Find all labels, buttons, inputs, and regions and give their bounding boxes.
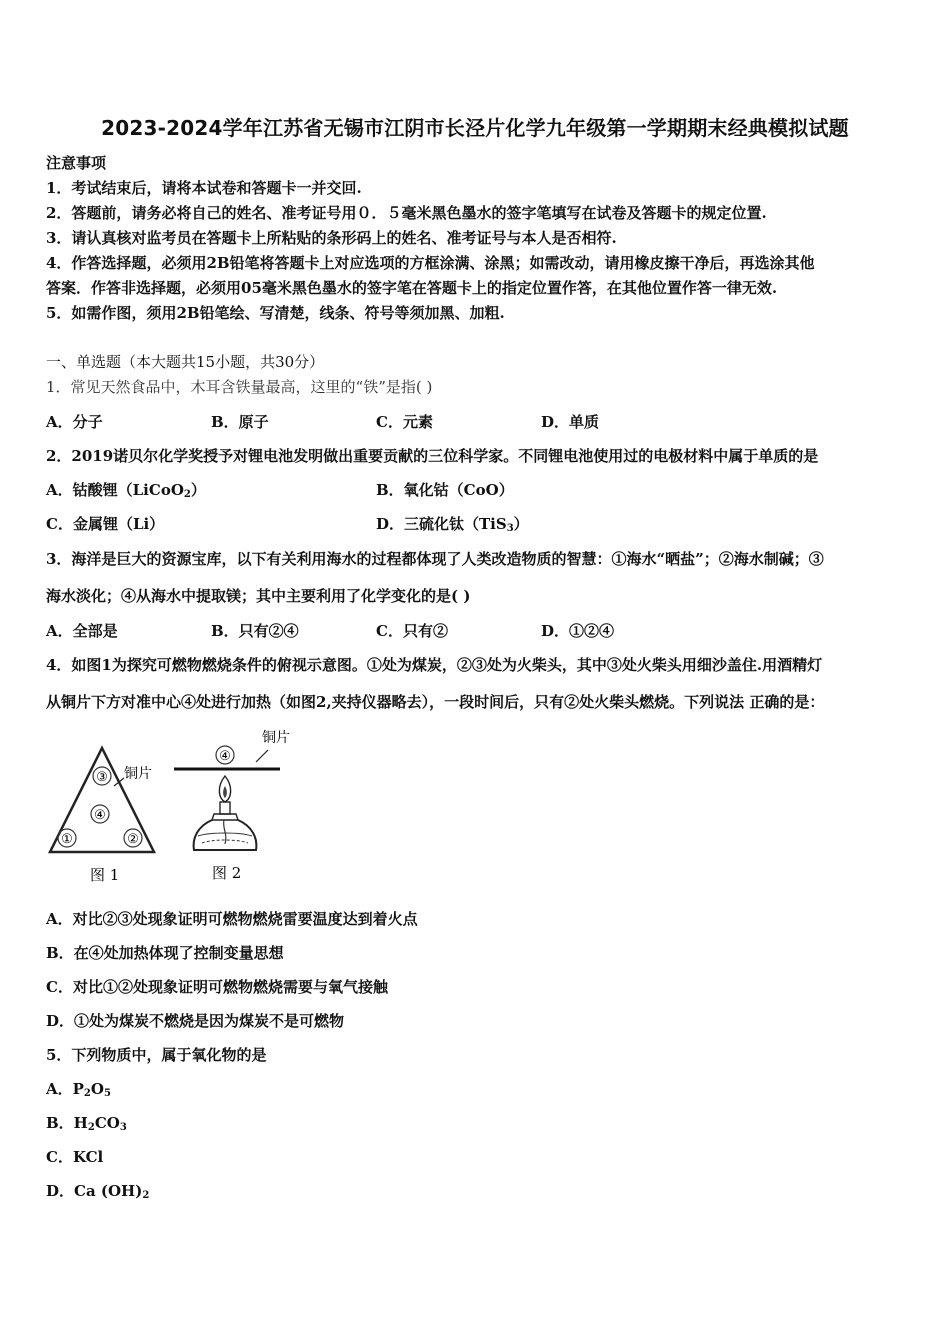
section-heading: 一、单选题（本大题共15小题，共30分） <box>46 353 325 371</box>
question-3-stem: 3．海洋是巨大的资源宝库，以下有关利用海水的过程都体现了人类改造物质的智慧：①海水“晒盐”；②海水制碱；③ <box>46 550 824 568</box>
q4-option-a: A．对比②③处现象证明可燃物燃烧雷要温度达到着火点 <box>46 910 418 928</box>
q2-option-c: C．金属锂（Li） <box>46 515 165 533</box>
q1-option-d: D．单质 <box>541 413 600 431</box>
question-5-stem: 5．下列物质中，属于氧化物的是 <box>46 1046 267 1064</box>
mark-4: ④ <box>219 749 231 764</box>
mark-1: ① <box>61 832 73 847</box>
question-2-stem: 2．2019诺贝尔化学奖授予对锂电池发明做出重要贡献的三位科学家。不同锂电池使用过的电极材料中属于单质的是 <box>46 447 819 465</box>
mark-4: ④ <box>94 808 106 823</box>
mark-3: ③ <box>96 770 108 785</box>
lamp-wick <box>220 802 230 814</box>
q5-option-c: C．KCl <box>46 1148 104 1166</box>
figure-1-caption: 图 1 <box>90 866 120 884</box>
q5-option-a: A．$P_2O_5$ <box>46 1080 111 1099</box>
notice-item: 3．请认真核对监考员在答题卡上所粘贴的条形码上的姓名、准考证号与本人是否相符. <box>46 229 617 247</box>
question-4-stem-cont: 从铜片下方对准中心④处进行加热（如图2,夹持仪器略去），一段时间后，只有②处火柴头燃烧。下列说法 正确的是： <box>46 693 825 711</box>
q4-option-d: D．①处为煤炭不燃烧是因为煤炭不是可燃物 <box>46 1012 345 1030</box>
q4-option-b: B．在④处加热体现了控制变量思想 <box>46 944 284 962</box>
q5-option-b: B．$H_2CO_3$ <box>46 1114 127 1133</box>
q5-option-d: D．Ca $(OH)_2$ <box>46 1182 150 1201</box>
notice-item: 5．如需作图，须用2B铅笔绘、写清楚，线条、符号等须加黑、加粗. <box>46 304 505 322</box>
figure-2-heating-diagram <box>168 726 308 888</box>
question-4-stem: 4．如图1为探究可燃物燃烧条件的俯视示意图。①处为煤炭，②③处为火柴头，其中③处火柴头用细沙盖住.用酒精灯 <box>46 656 823 674</box>
q1-option-b: B．原子 <box>211 413 269 431</box>
q2-option-d: D．三硫化钛（TiS$_3$） <box>376 515 529 534</box>
page-title: 2023-2024学年江苏省无锡市江阴市长泾片化学九年级第一学期期末经典模拟试题 <box>101 116 849 140</box>
q3-option-c: C．只有② <box>376 622 448 640</box>
copper-label: 铜片 <box>262 730 290 746</box>
notice-item: 答案．作答非选择题，必须用05毫米黑色墨水的签字笔在答题卡上的指定位置作答，在其他位置作答一律无效. <box>46 279 778 297</box>
figure-2-caption: 图 2 <box>212 864 242 882</box>
q2-option-b: B．氧化钴（CoO） <box>376 481 514 499</box>
notice-item: 1．考试结束后，请将本试卷和答题卡一并交回. <box>46 179 362 197</box>
mark-2: ② <box>127 832 139 847</box>
q1-option-a: A．分子 <box>46 413 103 431</box>
q3-option-a: A．全部是 <box>46 622 118 640</box>
q3-option-d: D．①②④ <box>541 622 615 640</box>
q3-option-b: B．只有②④ <box>211 622 299 640</box>
notice-item: 2．答题前，请务必将自己的姓名、准考证号用０．５毫米黑色墨水的签字笔填写在试卷及答题卡的规定位置. <box>46 204 767 222</box>
notice-heading: 注意事项 <box>46 154 107 172</box>
notice-item: 4．作答选择题，必须用2B铅笔将答题卡上对应选项的方框涂满、涂黑；如需改动，请用橡皮擦干净后，再选涂其他 <box>46 254 815 272</box>
q2-option-a: A．钴酸锂（LiCoO$_2$） <box>46 481 206 500</box>
question-1-stem: 1．常见天然食品中，木耳含铁量最高，这里的“铁”是指( ) <box>46 378 433 396</box>
figure-1-triangle-diagram <box>44 740 164 888</box>
q1-option-c: C．元素 <box>376 413 433 431</box>
question-3-stem-cont: 海水淡化；④从海水中提取镁；其中主要利用了化学变化的是( ) <box>46 587 471 605</box>
copper-label: 铜片 <box>124 766 152 782</box>
q4-option-c: C．对比①②处现象证明可燃物燃烧需要与氧气接触 <box>46 978 388 996</box>
